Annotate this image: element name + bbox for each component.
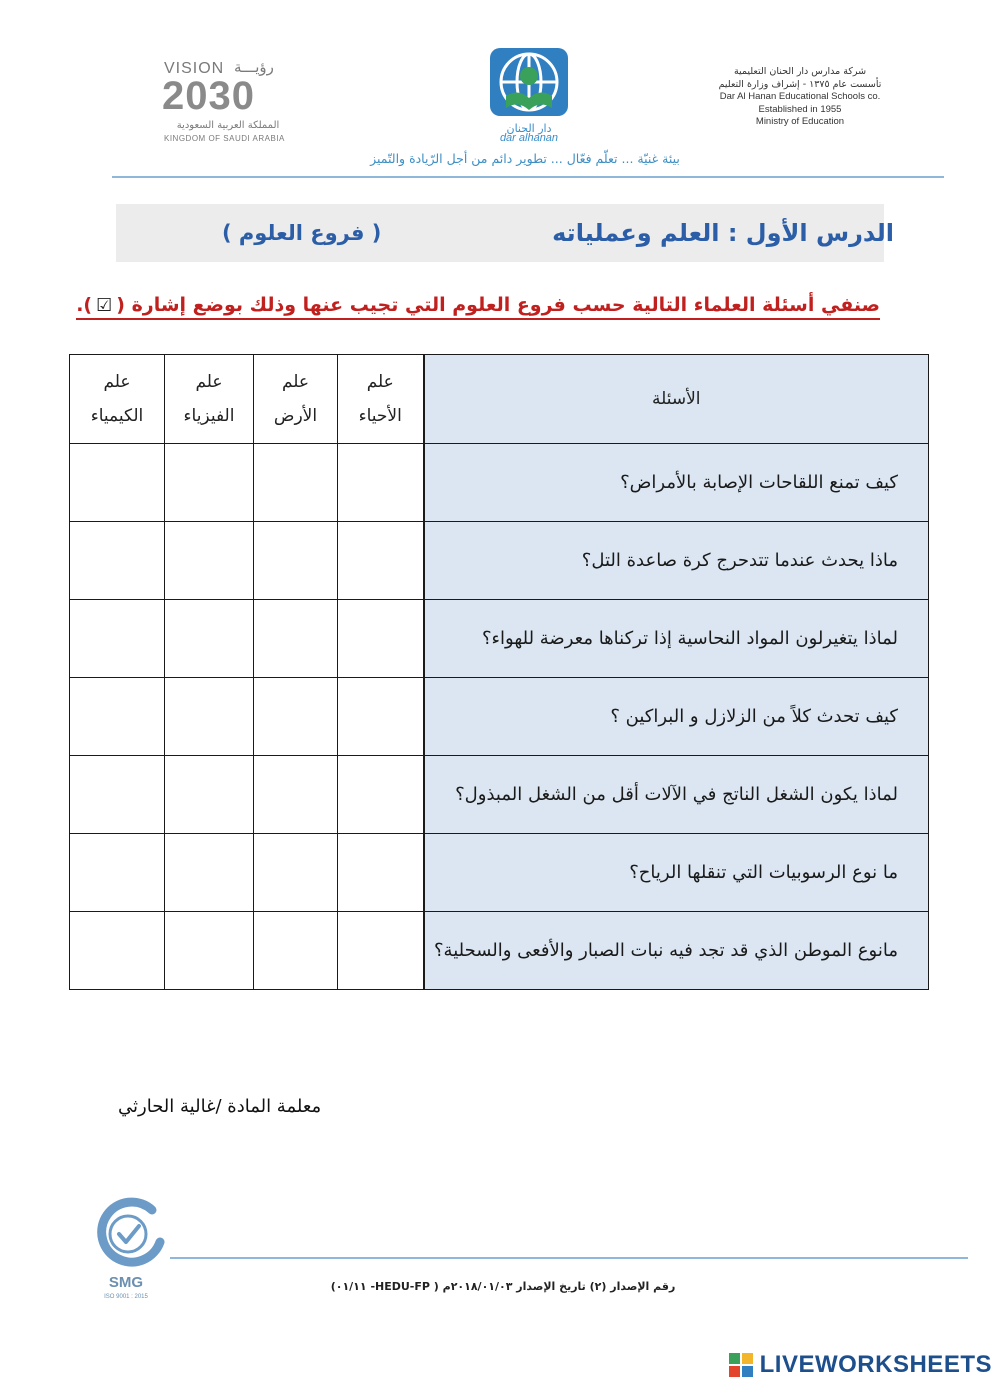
question-cell: مانوع الموطن الذي قد تجد فيه نبات الصبار والأفعى والسحلية؟ (424, 912, 929, 990)
instruction-tail: ). (76, 294, 93, 316)
column-header-physics: علم الفيزياء (165, 355, 254, 444)
table-row (70, 600, 929, 678)
question-cell: كيف تمنع اللقاحات الإصابة بالأمراض؟ (424, 444, 929, 522)
smg-check-icon (94, 1196, 174, 1274)
answer-cell-biology[interactable] (338, 912, 424, 990)
document-code: رقم الإصدار (٢) تاريخ الإصدار ٢٠١٨/٠١/٠٣م ( HEDU-FP- ٠١/١١) (330, 1280, 676, 1293)
answer-cell-earth[interactable] (254, 756, 338, 834)
answer-cell-physics[interactable] (165, 678, 254, 756)
header-divider (112, 176, 944, 178)
answer-cell-earth[interactable] (254, 834, 338, 912)
kingdom-name-ar: المملكة العربية السعودية (176, 120, 280, 131)
company-info (710, 66, 890, 129)
answer-cell-physics[interactable] (165, 444, 254, 522)
answer-cell-physics[interactable] (165, 522, 254, 600)
table-row (70, 834, 929, 912)
answer-cell-chemistry[interactable] (70, 444, 165, 522)
answer-cell-biology[interactable] (338, 678, 424, 756)
answer-cell-biology[interactable] (338, 834, 424, 912)
answer-cell-physics[interactable] (165, 834, 254, 912)
smg-text: SMG (108, 1274, 144, 1291)
answer-cell-earth[interactable] (254, 444, 338, 522)
instruction (76, 294, 880, 320)
vision-year: 2030 (162, 74, 255, 118)
question-cell: كيف تحدث كلاً من الزلازل و البراكين ؟ (424, 678, 929, 756)
answer-cell-earth[interactable] (254, 678, 338, 756)
lesson-branch: ( فروع العلوم ) (222, 221, 382, 245)
answer-cell-chemistry[interactable] (70, 600, 165, 678)
vision-word-ar: رؤيـــة (234, 58, 274, 76)
question-cell: ماذا يحدث عندما تتدحرج كرة صاعدة التل؟ (424, 522, 929, 600)
column-header-chemistry: علم الكيمياء (70, 355, 165, 444)
company-line: Established in 1955 (758, 103, 842, 115)
dar-alhanan-logo (484, 44, 574, 144)
answer-cell-physics[interactable] (165, 600, 254, 678)
answer-cell-chemistry[interactable] (70, 834, 165, 912)
company-line: Ministry of Education (755, 116, 845, 127)
smg-logo (94, 1196, 174, 1308)
kingdom-name-en: KINGDOM OF SAUDI ARABIA (164, 134, 285, 143)
liveworksheets-icon (728, 1352, 754, 1378)
footer-divider (170, 1257, 968, 1259)
answer-cell-biology[interactable] (338, 756, 424, 834)
instruction-text: صنفي أسئلة العلماء التالية حسب فروع العلوم التي تجيب عنها وذلك بوضع إشارة ( (116, 294, 880, 316)
school-name-en: dar alhanan (499, 132, 559, 144)
answer-cell-biology[interactable] (338, 522, 424, 600)
globe-book-icon (484, 44, 574, 124)
iso-text: ISO 9001 : 2015 (104, 1294, 148, 1300)
answer-cell-earth[interactable] (254, 522, 338, 600)
checkbox-mark-icon: ☑ (96, 295, 113, 316)
vision-word: VISION (164, 60, 225, 77)
answer-cell-earth[interactable] (254, 600, 338, 678)
company-line: Dar Al Hanan Educational Schools co. (719, 91, 881, 102)
question-cell: ما نوع الرسوبيات التي تنقلها الرياح؟ (424, 834, 929, 912)
answer-cell-biology[interactable] (338, 444, 424, 522)
answer-cell-biology[interactable] (338, 600, 424, 678)
company-line: تأسست عام ١٣٧٥ - إشراف وزارة التعليم (718, 78, 882, 90)
table-row (70, 912, 929, 990)
table-row (70, 522, 929, 600)
answer-cell-physics[interactable] (165, 912, 254, 990)
slogan: بيئة غنيّة ... تعلّم فعّال ... تطوير دائم من أجل الرّيادة والتّميز (370, 151, 680, 166)
column-header-earth: علم الأرض (254, 355, 338, 444)
answer-cell-physics[interactable] (165, 756, 254, 834)
company-line: شركة مدارس دار الحنان التعليمية (733, 66, 867, 77)
question-cell: لماذا يكون الشغل الناتج في الآلات أقل من الشغل المبذول؟ (424, 756, 929, 834)
table-header-row (70, 355, 929, 444)
school-name-ar: دار الحنان (506, 122, 552, 135)
liveworksheets-watermark (728, 1350, 992, 1380)
answer-cell-chemistry[interactable] (70, 522, 165, 600)
table-row (70, 444, 929, 522)
teacher-signature: معلمة المادة /غالية الحارثي (118, 1096, 322, 1117)
answer-cell-chemistry[interactable] (70, 912, 165, 990)
answer-cell-earth[interactable] (254, 912, 338, 990)
answer-cell-chemistry[interactable] (70, 678, 165, 756)
table-row (70, 678, 929, 756)
vision-2030-logo (160, 58, 300, 146)
answer-cell-chemistry[interactable] (70, 756, 165, 834)
question-cell: لماذا يتغيرلون المواد النحاسية إذا تركناها معرضة للهواء؟ (424, 600, 929, 678)
column-header-biology: علم الأحياء (338, 355, 424, 444)
table-row (70, 756, 929, 834)
liveworksheets-text: LIVEWORKSHEETS (759, 1351, 992, 1378)
column-header-questions: الأسئلة (424, 355, 929, 444)
worksheet-table (69, 354, 929, 990)
lesson-title: الدرس الأول : العلم وعملياته (552, 219, 894, 247)
